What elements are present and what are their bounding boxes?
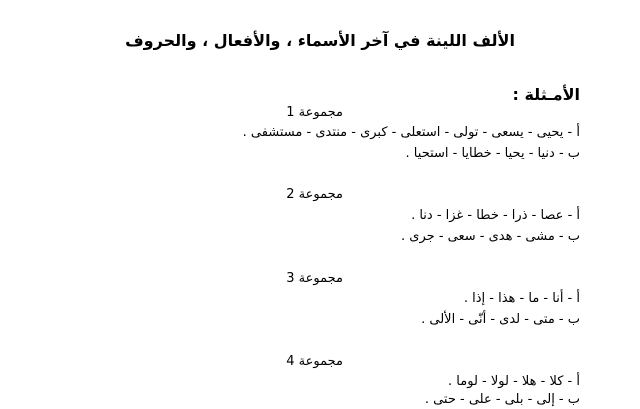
group-1-line-b: ب - دنيا - يحيا - خطايا - استحيا . bbox=[405, 146, 580, 161]
group-4-heading: مجموعة 4 bbox=[286, 354, 343, 369]
group-2-line-a: أ - عصا - ذرا - خطا - غزا - دنا . bbox=[411, 208, 580, 223]
group-2-line-b: ب - مشى - هدى - سعى - جرى . bbox=[401, 229, 580, 244]
group-3-line-a: أ - أنا - ما - هذا - إذا . bbox=[463, 291, 580, 306]
group-4-line-b: ب - إلى - بلى - على - حتى . bbox=[424, 392, 580, 407]
group-3-heading: مجموعة 3 bbox=[286, 271, 343, 286]
group-3-line-b: ب - متى - لدى - أنّى - الألى . bbox=[421, 312, 580, 327]
group-4-line-a: أ - كلا - هلا - لولا - لوما . bbox=[448, 374, 580, 389]
group-2-heading: مجموعة 2 bbox=[286, 187, 343, 202]
examples-heading: الأمـثلة : bbox=[512, 85, 580, 104]
group-1-heading: مجموعة 1 bbox=[286, 105, 343, 120]
page-title: الألف اللينة في آخر الأسماء ، والأفعال ، والحروف bbox=[125, 31, 515, 50]
group-1-line-a: أ - يحيى - يسعى - تولى - استعلى - كبرى - منتدى - مستشفى . bbox=[242, 125, 580, 140]
